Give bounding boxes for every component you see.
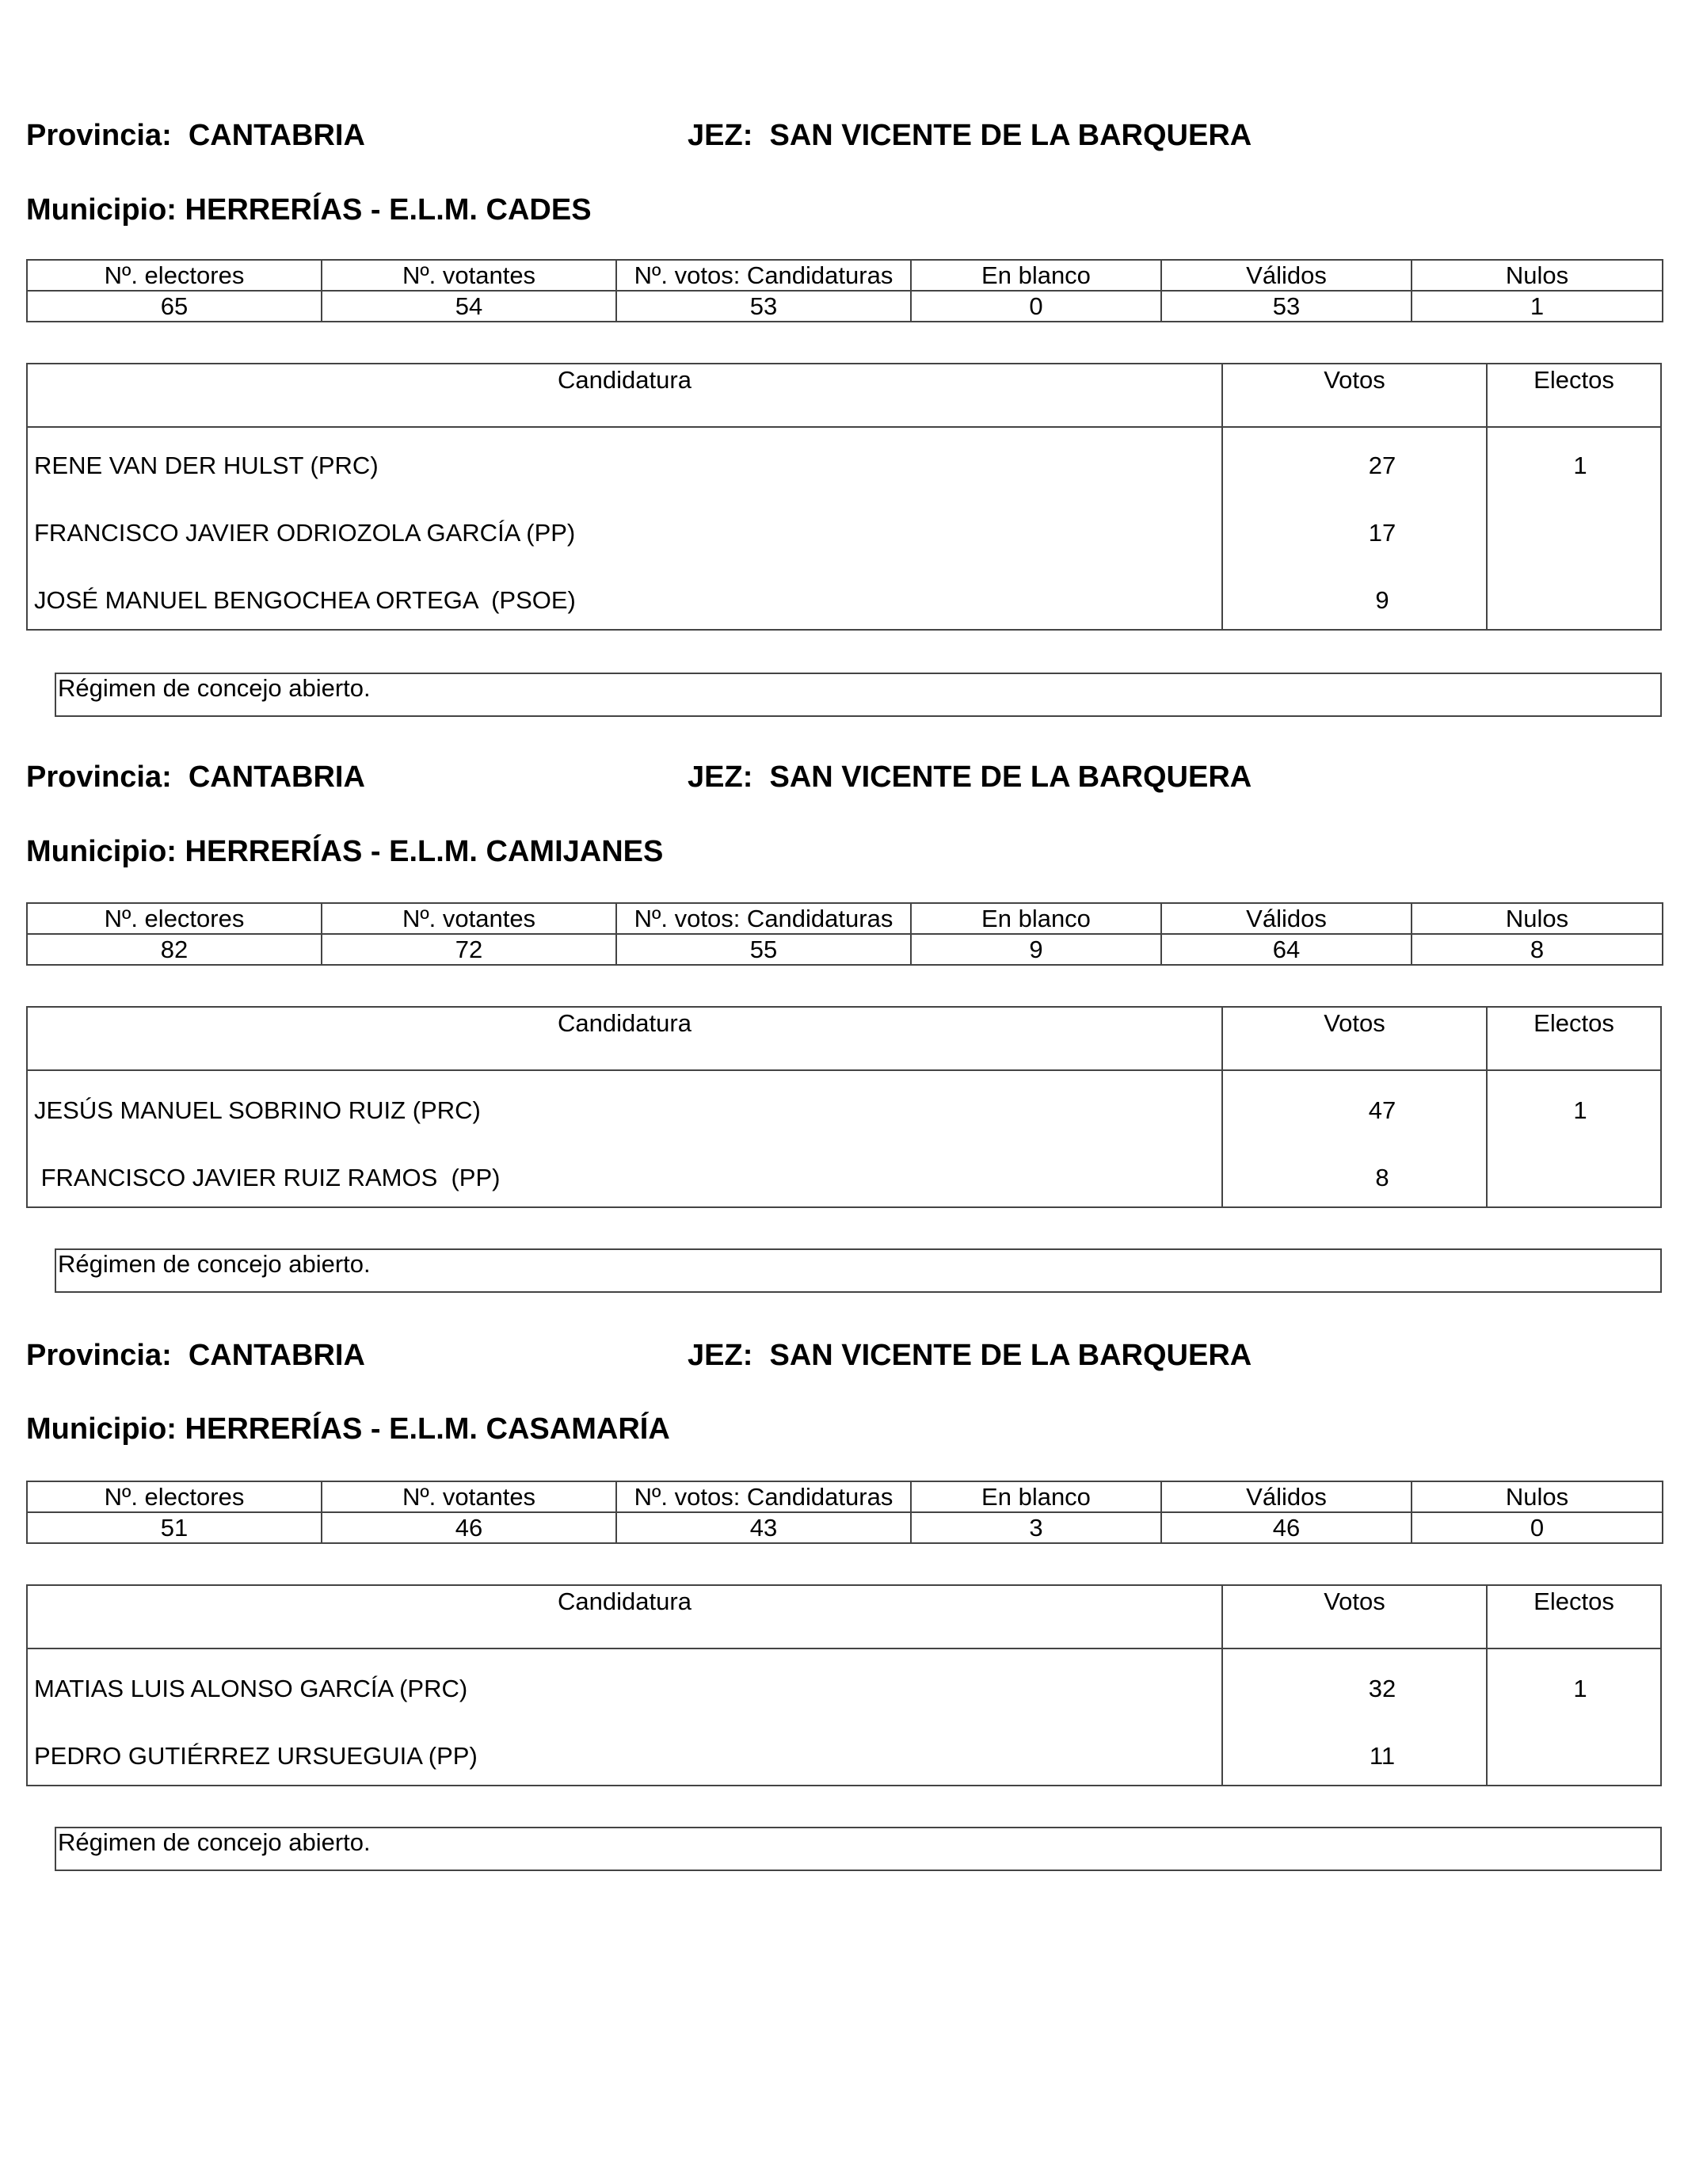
- header-validos: Válidos: [1161, 1481, 1412, 1512]
- candidate-name: JESÚS MANUEL SOBRINO RUIZ (PRC): [34, 1096, 481, 1124]
- value-votos-candidaturas: 55: [616, 934, 911, 965]
- value-en-blanco: 3: [911, 1512, 1161, 1543]
- value-en-blanco: 0: [911, 291, 1161, 322]
- note-box: [55, 1827, 1662, 1871]
- header-votantes: Nº. votantes: [322, 903, 616, 934]
- column-divider: [1486, 1008, 1488, 1206]
- header-en-blanco: En blanco: [911, 903, 1161, 934]
- column-divider: [1221, 364, 1223, 629]
- summary-table: [26, 1481, 1663, 1544]
- summary-table: [26, 259, 1663, 322]
- header-electos: Electos: [1534, 366, 1614, 394]
- candidate-name: MATIAS LUIS ALONSO GARCÍA (PRC): [34, 1675, 468, 1702]
- candidate-votos: 27: [1368, 452, 1396, 479]
- summary-header-row: [27, 903, 1663, 934]
- column-divider: [1221, 1586, 1223, 1785]
- summary-value-row: [27, 934, 1663, 965]
- jez-heading: [688, 120, 1252, 151]
- header-nulos: Nulos: [1412, 903, 1663, 934]
- header-divider: [28, 1648, 1660, 1649]
- candidate-votos: 32: [1368, 1675, 1396, 1702]
- candidate-name: FRANCISCO JAVIER RUIZ RAMOS (PP): [34, 1164, 501, 1191]
- municipio-label: Municipio:: [26, 193, 177, 227]
- note-text: Régimen de concejo abierto.: [58, 674, 371, 702]
- municipio-value: HERRERÍAS - E.L.M. CASAMARÍA: [185, 1412, 670, 1446]
- value-nulos: 1: [1412, 291, 1663, 322]
- provincia-heading: [26, 762, 365, 792]
- candidate-votos: 47: [1368, 1096, 1396, 1124]
- note-text: Régimen de concejo abierto.: [58, 1828, 371, 1856]
- municipio-value: HERRERÍAS - E.L.M. CAMIJANES: [185, 835, 664, 868]
- jez-label: JEZ:: [688, 119, 753, 152]
- summary-value-row: [27, 1512, 1663, 1543]
- header-votos-candidaturas: Nº. votos: Candidaturas: [616, 903, 911, 934]
- jez-value: SAN VICENTE DE LA BARQUERA: [769, 1339, 1252, 1372]
- value-electores: 82: [27, 934, 322, 965]
- municipio-value: HERRERÍAS - E.L.M. CADES: [185, 193, 592, 227]
- header-votos-candidaturas: Nº. votos: Candidaturas: [616, 1481, 911, 1512]
- municipio-heading: [26, 195, 592, 225]
- header-divider: [28, 426, 1660, 428]
- candidate-electos: 1: [1573, 452, 1587, 479]
- header-candidatura: Candidatura: [558, 1009, 692, 1037]
- header-nulos: Nulos: [1412, 260, 1663, 291]
- header-votos: Votos: [1324, 1009, 1385, 1037]
- value-nulos: 8: [1412, 934, 1663, 965]
- summary-header-row: [27, 260, 1663, 291]
- candidate-name: PEDRO GUTIÉRREZ URSUEGUIA (PP): [34, 1742, 478, 1770]
- header-votantes: Nº. votantes: [322, 260, 616, 291]
- header-electores: Nº. electores: [27, 1481, 322, 1512]
- column-divider: [1486, 364, 1488, 629]
- municipio-label: Municipio:: [26, 1412, 177, 1446]
- header-electos: Electos: [1534, 1009, 1614, 1037]
- jez-heading: [688, 762, 1252, 792]
- header-candidatura: Candidatura: [558, 366, 692, 394]
- header-validos: Válidos: [1161, 260, 1412, 291]
- provincia-value: CANTABRIA: [188, 760, 365, 794]
- header-votos-candidaturas: Nº. votos: Candidaturas: [616, 260, 911, 291]
- provincia-value: CANTABRIA: [188, 1339, 365, 1372]
- provincia-label: Provincia:: [26, 1339, 172, 1372]
- municipio-heading: [26, 837, 663, 867]
- jez-label: JEZ:: [688, 760, 753, 794]
- provincia-value: CANTABRIA: [188, 119, 365, 152]
- candidate-votos: 17: [1368, 519, 1396, 547]
- value-validos: 46: [1161, 1512, 1412, 1543]
- header-electores: Nº. electores: [27, 260, 322, 291]
- candidate-electos: 1: [1573, 1675, 1587, 1702]
- value-nulos: 0: [1412, 1512, 1663, 1543]
- value-votantes: 46: [322, 1512, 616, 1543]
- candidate-votos: 9: [1375, 586, 1389, 614]
- value-votos-candidaturas: 43: [616, 1512, 911, 1543]
- note-box: [55, 1248, 1662, 1293]
- header-en-blanco: En blanco: [911, 260, 1161, 291]
- header-candidatura: Candidatura: [558, 1587, 692, 1615]
- provincia-heading: [26, 120, 365, 151]
- header-electos: Electos: [1534, 1587, 1614, 1615]
- candidate-votos: 8: [1375, 1164, 1389, 1191]
- jez-value: SAN VICENTE DE LA BARQUERA: [769, 760, 1252, 794]
- value-validos: 64: [1161, 934, 1412, 965]
- jez-label: JEZ:: [688, 1339, 753, 1372]
- summary-value-row: [27, 291, 1663, 322]
- municipio-heading: [26, 1414, 670, 1444]
- header-validos: Válidos: [1161, 903, 1412, 934]
- provincia-label: Provincia:: [26, 119, 172, 152]
- municipio-label: Municipio:: [26, 835, 177, 868]
- summary-header-row: [27, 1481, 1663, 1512]
- note-box: [55, 673, 1662, 717]
- candidates-table: [26, 1006, 1662, 1208]
- header-divider: [28, 1069, 1660, 1071]
- candidate-electos: 1: [1573, 1096, 1587, 1124]
- value-votantes: 54: [322, 291, 616, 322]
- candidate-name: RENE VAN DER HULST (PRC): [34, 452, 379, 479]
- provincia-heading: [26, 1340, 365, 1370]
- candidates-table: [26, 1584, 1662, 1786]
- candidate-votos: 11: [1369, 1742, 1396, 1770]
- value-validos: 53: [1161, 291, 1412, 322]
- column-divider: [1486, 1586, 1488, 1785]
- header-votos: Votos: [1324, 366, 1385, 394]
- candidates-table: [26, 363, 1662, 631]
- summary-table: [26, 902, 1663, 966]
- candidate-name: FRANCISCO JAVIER ODRIOZOLA GARCÍA (PP): [34, 519, 576, 547]
- header-votantes: Nº. votantes: [322, 1481, 616, 1512]
- header-en-blanco: En blanco: [911, 1481, 1161, 1512]
- value-electores: 65: [27, 291, 322, 322]
- column-divider: [1221, 1008, 1223, 1206]
- provincia-label: Provincia:: [26, 760, 172, 794]
- value-en-blanco: 9: [911, 934, 1161, 965]
- candidate-name: JOSÉ MANUEL BENGOCHEA ORTEGA (PSOE): [34, 586, 576, 614]
- jez-heading: [688, 1340, 1252, 1370]
- value-electores: 51: [27, 1512, 322, 1543]
- jez-value: SAN VICENTE DE LA BARQUERA: [769, 119, 1252, 152]
- header-electores: Nº. electores: [27, 903, 322, 934]
- note-text: Régimen de concejo abierto.: [58, 1250, 371, 1278]
- header-votos: Votos: [1324, 1587, 1385, 1615]
- value-votos-candidaturas: 53: [616, 291, 911, 322]
- header-nulos: Nulos: [1412, 1481, 1663, 1512]
- value-votantes: 72: [322, 934, 616, 965]
